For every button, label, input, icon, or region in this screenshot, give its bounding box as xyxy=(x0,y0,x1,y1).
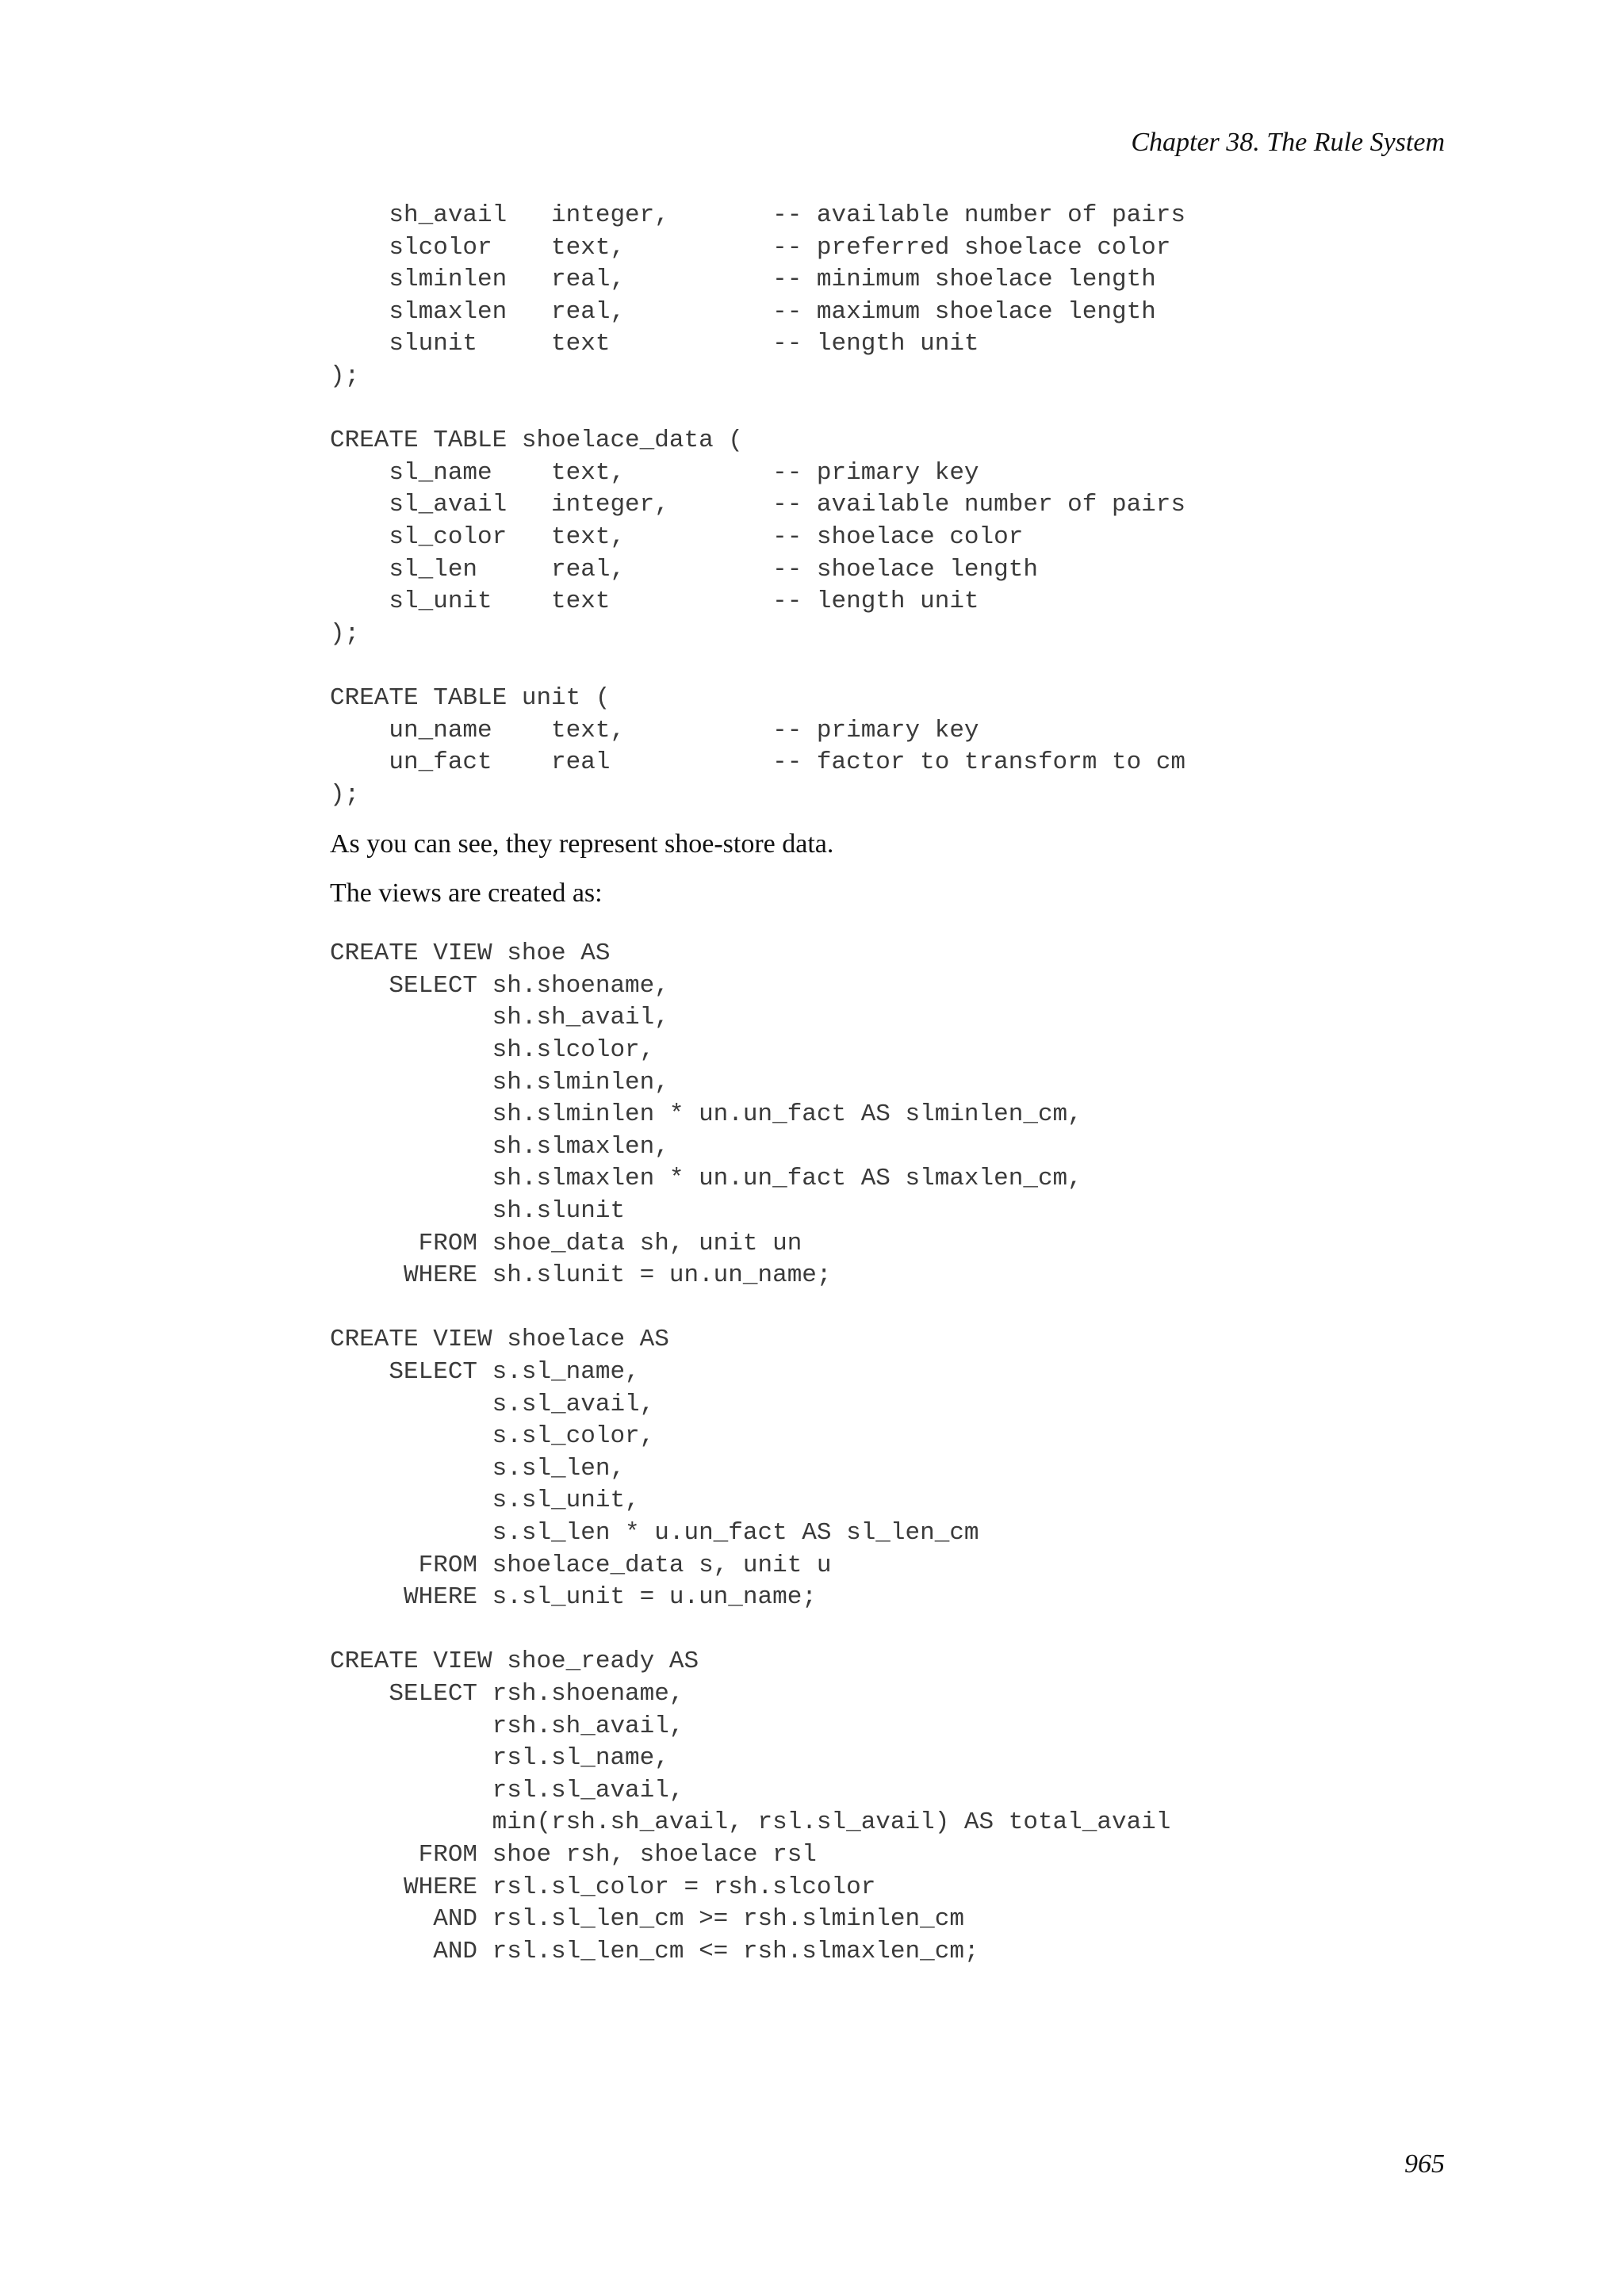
page-content xyxy=(330,200,1448,1968)
running-header: Chapter 38. The Rule System xyxy=(1131,128,1445,157)
code-block-table-definitions: sh_avail integer, -- available number of pairs slcolor text, -- preferred shoelace color slminlen real, -- minimum shoelace length slmaxlen real, -- maximum shoelace length slunit text -- length unit ); CREATE TABLE shoelace_data ( sl_name text, -- primary key sl_avail integer, -- available number of pairs sl_color text, -- shoelace color sl_len real, -- shoelace length sl_unit text -- length unit ); CREATE TABLE unit ( un_name text, -- primary key un_fact real -- factor to transform to cm ); xyxy=(330,201,1185,809)
code-block-view-definitions: CREATE VIEW shoe AS SELECT sh.shoename, sh.sh_avail, sh.slcolor, sh.slminlen, sh.slminlen * un.un_fact AS slminlen_cm, sh.slmaxlen, sh.slmaxlen * un.un_fact AS slmaxlen_cm, sh.slunit FROM shoe_data sh, unit un WHERE sh.slunit = un.un_name; CREATE VIEW shoelace AS SELECT s.sl_name, s.sl_avail, s.sl_color, s.sl_len, s.sl_unit, s.sl_len * u.un_fact AS sl_len_cm FROM shoelace_data s, unit u WHERE s.sl_unit = u.un_name; CREATE VIEW shoe_ready AS SELECT rsh.shoename, rsh.sh_avail, rsl.sl_name, rsl.sl_avail, min(rsh.sh_avail, rsl.sl_avail) AS total_avail FROM shoe rsh, shoelace rsl WHERE rsl.sl_color = rsh.slcolor AND rsl.sl_len_cm >= rsh.slminlen_cm AND rsl.sl_len_cm <= rsh.slmaxlen_cm; xyxy=(330,939,1171,1965)
paragraph-views-intro: The views are created as: xyxy=(330,878,603,909)
page-number: 965 xyxy=(1404,2149,1445,2179)
paragraph-shoe-store-data: As you can see, they represent shoe-store data. xyxy=(330,829,834,859)
